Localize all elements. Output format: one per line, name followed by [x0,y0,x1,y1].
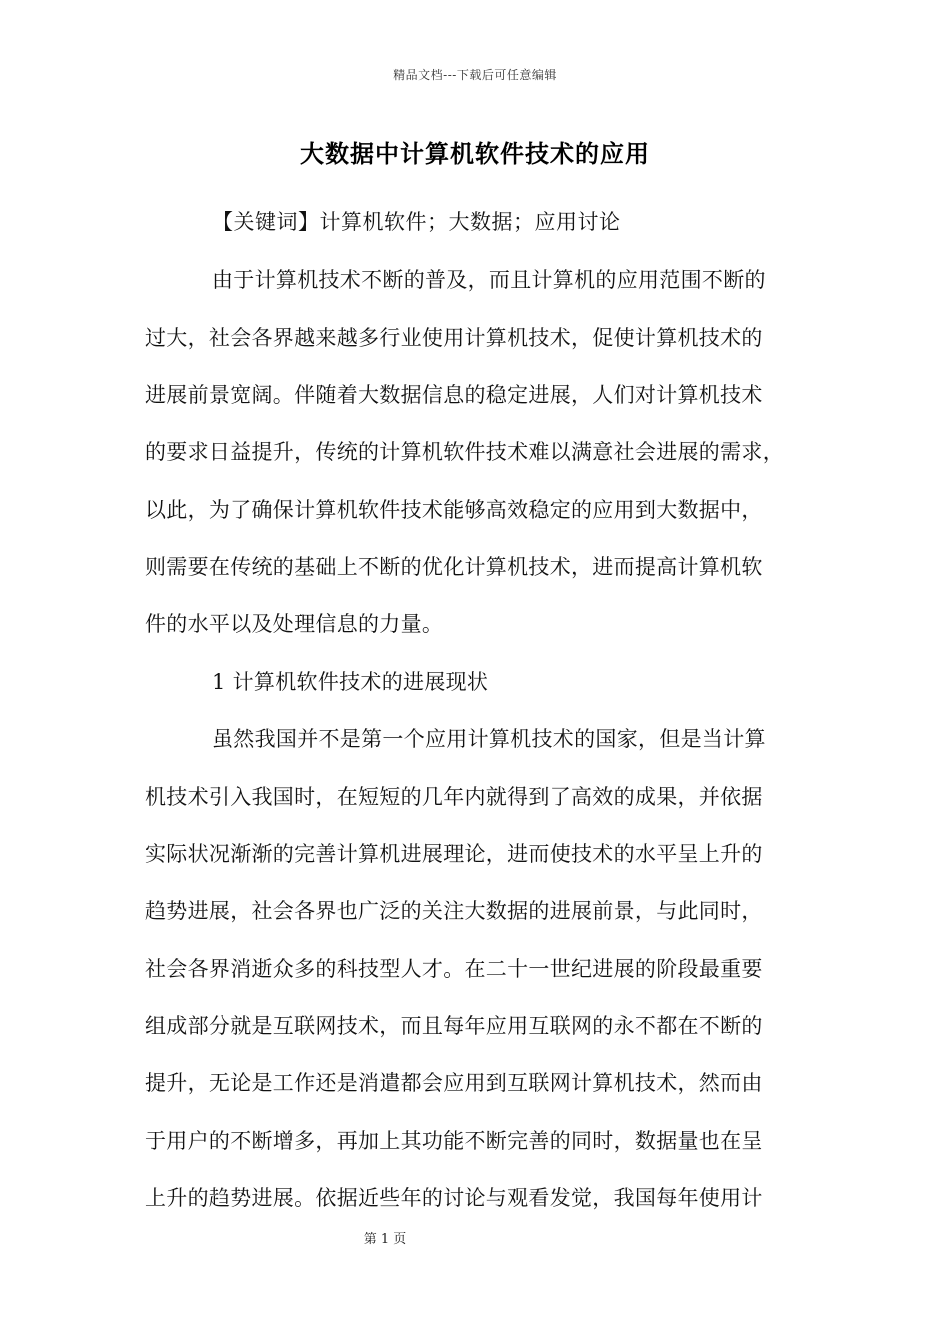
paragraph-line: 机技术引入我国时，在短短的几年内就得到了高效的成果，并依据 [145,785,763,809]
paragraph-line: 以此，为了确保计算机软件技术能够高效稳定的应用到大数据中， [145,498,763,522]
paragraph-line: 的要求日益提升，传统的计算机软件技术难以满意社会进展的需求， [145,440,784,464]
paragraph-line: 于用户的不断增多，再加上其功能不断完善的同时，数据量也在呈 [145,1129,763,1153]
paragraph-line: 上升的趋势进展。依据近些年的讨论与观看发觉，我国每年使用计 [145,1186,763,1210]
paragraph-line: 趋势进展，社会各界也广泛的关注大数据的进展前景，与此同时， [145,899,763,923]
paragraph-line: 则需要在传统的基础上不断的优化计算机技术，进而提高计算机软 [145,555,763,579]
paragraph-line: 件的水平以及处理信息的力量。 [145,612,444,636]
paragraph-line: 实际状况渐渐的完善计算机进展理论，进而使技术的水平呈上升的 [145,842,763,866]
paragraph-line: 过大，社会各界越来越多行业使用计算机技术，促使计算机技术的 [145,326,763,350]
paragraph-line: 社会各界消逝众多的科技型人才。在二十一世纪进展的阶段最重要 [145,957,763,981]
page-header: 精品文档---下载后可任意编辑 [393,68,557,82]
page-number: 第 1 页 [363,1232,407,1247]
document-title: 大数据中计算机软件技术的应用 [300,139,650,168]
keywords-line: 【关键词】计算机软件；大数据；应用讨论 [212,210,621,234]
paragraph-line: 进展前景宽阔。伴随着大数据信息的稳定进展，人们对计算机技术 [145,383,763,407]
paragraph-line: 虽然我国并不是第一个应用计算机技术的国家，但是当计算 [212,727,766,751]
section-heading: 1 计算机软件技术的进展现状 [212,670,489,694]
paragraph-line: 提升，无论是工作还是消遣都会应用到互联网计算机技术，然而由 [145,1071,763,1095]
paragraph-line: 由于计算机技术不断的普及，而且计算机的应用范围不断的 [212,268,766,292]
paragraph-line: 组成部分就是互联网技术，而且每年应用互联网的永不都在不断的 [145,1014,763,1038]
